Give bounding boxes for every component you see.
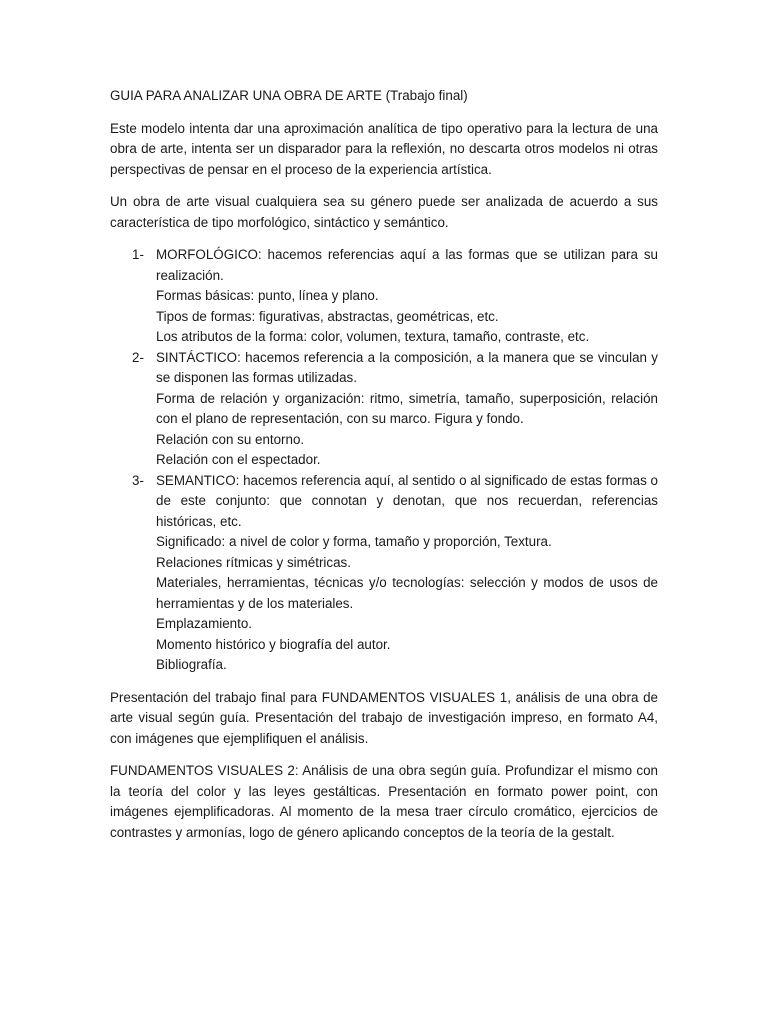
list-item-line: Forma de relación y organización: ritmo, simetría, tamaño, superposición, relación con el plano de representación, con su marco. Figura y fondo.	[156, 390, 658, 426]
list-item-line: Formas básicas: punto, línea y plano.	[156, 288, 379, 303]
list-number: 1-	[132, 247, 144, 262]
document-page	[110, 86, 658, 855]
list-item-line: Relación con su entorno.	[156, 431, 305, 447]
list-item-line: Emplazamiento.	[156, 616, 253, 631]
list-item-line: Relación con el espectador.	[156, 452, 321, 467]
document-title: GUIA PARA ANALIZAR UNA OBRA DE ARTE (Trabajo final)	[110, 88, 468, 103]
closing-paragraph: Presentación del trabajo final para FUNDAMENTOS VISUALES 1, análisis de una obra de arte visual según guía. Presentación del trabajo de investigación impreso, en formato A4, con imágenes que ejemplifiquen el análisis.	[110, 689, 658, 746]
list-item-heading: SINTÁCTICO: hacemos referencia a la composición, a la manera que se vinculan y se disponen las formas utilizadas.	[156, 349, 658, 385]
list-item-heading: SEMANTICO: hacemos referencia aquí, al sentido o al significado de estas formas o de este conjunto: que connotan y denotan, que nos recuerdan, referencias históricas, etc.	[156, 472, 658, 529]
list-item-line: Relaciones rítmicas y simétricas.	[156, 554, 351, 570]
list-item-line: Materiales, herramientas, técnicas y/o tecnologías: selección y modos de usos de herramientas y de los materiales.	[156, 575, 658, 611]
list-item-line: Tipos de formas: figurativas, abstractas, geométricas, etc.	[156, 308, 499, 324]
list-item-line: Bibliografía.	[156, 657, 227, 672]
intro-paragraph: Este modelo intenta dar una aproximación analítica de tipo operativo para la lectura de una obra de arte, intenta ser un disparador para la reflexión, no descarta otros modelos ni otras perspectivas de pensar en el proceso de la experiencia artística.	[110, 120, 658, 177]
analysis-list	[110, 245, 658, 676]
list-item-line: Momento histórico y biografía del autor.	[156, 636, 391, 652]
list-item-line: Significado: a nivel de color y forma, tamaño y proporción, Textura.	[156, 534, 552, 549]
list-number: 3-	[132, 472, 144, 488]
list-number: 2-	[132, 349, 144, 365]
list-item-sintactico	[110, 348, 658, 471]
list-item-semantico	[110, 471, 658, 676]
closing-paragraph: FUNDAMENTOS VISUALES 2: Análisis de una obra según guía. Profundizar el mismo con la teoría del color y las leyes gestálticas. Presentación en formato power point, con imágenes ejemplificadoras. Al momento de la mesa traer círculo cromático, ejercicios de contrastes y armonías, logo de género aplicando conceptos de la teoría de la gestalt.	[110, 763, 658, 840]
list-item-heading: MORFOLÓGICO: hacemos referencias aquí a las formas que se utilizan para su realización.	[156, 247, 658, 283]
intro-paragraph: Un obra de arte visual cualquiera sea su género puede ser analizada de acuerdo a sus característica de tipo morfológico, sintáctico y semántico.	[110, 194, 658, 230]
list-item-morfologico	[110, 245, 658, 348]
list-item-line: Los atributos de la forma: color, volumen, textura, tamaño, contraste, etc.	[156, 329, 590, 344]
